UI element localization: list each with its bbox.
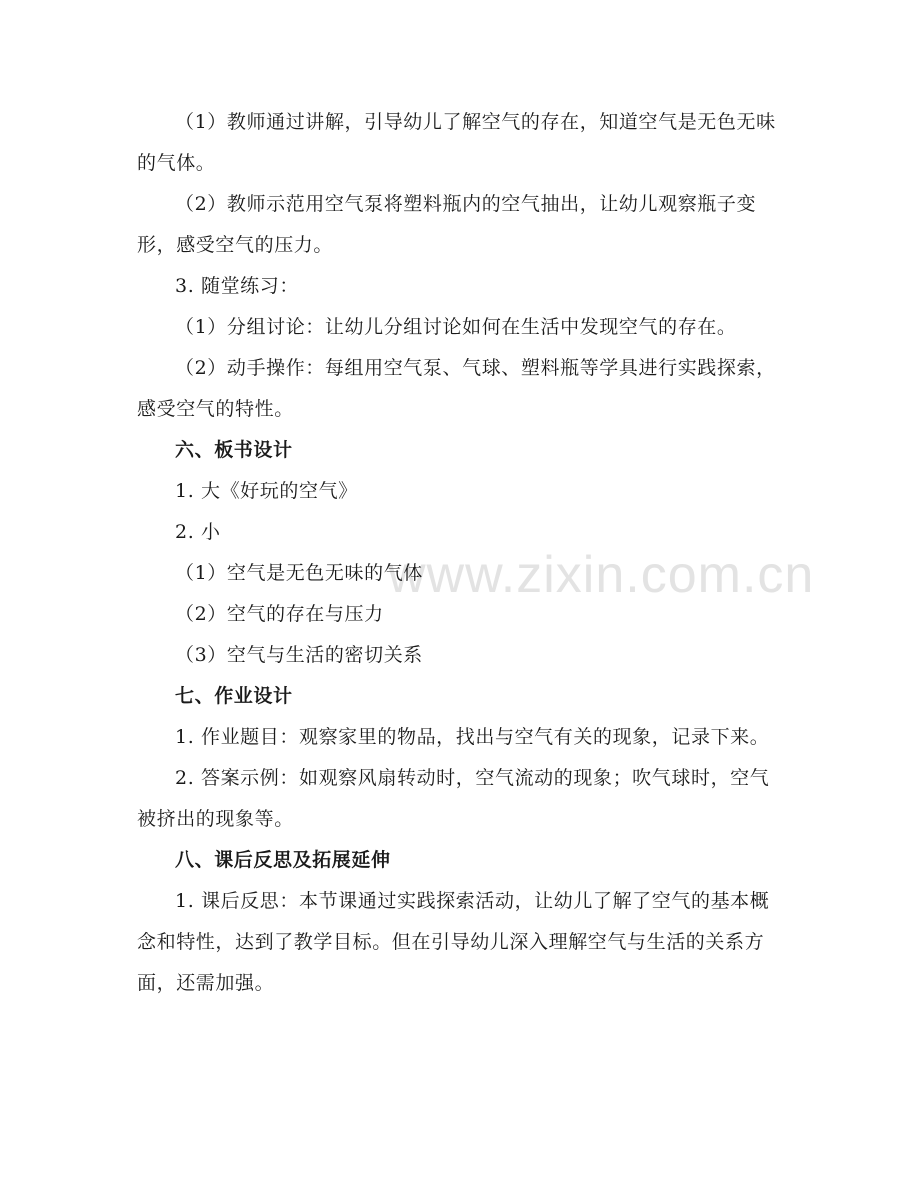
- list-item: 2. 小: [175, 521, 221, 543]
- paragraph-hands-on: （2）动手操作：每组用空气泵、气球、塑料瓶等学具进行实践探索，感受空气的特性。: [137, 357, 776, 420]
- watermark: www.zixin.com.cn: [388, 546, 815, 604]
- section-heading-blackboard: 六、板书设计: [175, 439, 293, 461]
- paragraph-group-discussion: （1）分组讨论：让幼儿分组讨论如何在生活中发现空气的存在。: [175, 316, 737, 338]
- list-item: （2）空气的存在与压力: [175, 603, 384, 625]
- list-item: 1. 大《好玩的空气》: [175, 480, 358, 502]
- list-item: （3）空气与生活的密切关系: [175, 644, 423, 666]
- paragraph-2: （2）教师示范用空气泵将塑料瓶内的空气抽出，让幼儿观察瓶子变形，感受空气的压力。: [137, 193, 757, 256]
- paragraph-1: （1）教师通过讲解，引导幼儿了解空气的存在，知道空气是无色无味的气体。: [137, 111, 776, 174]
- paragraph-homework-topic: 1. 作业题目：观察家里的物品，找出与空气有关的现象，记录下来。: [175, 726, 770, 748]
- document-body: [137, 102, 777, 1004]
- section-heading-reflection: 八、课后反思及拓展延伸: [175, 849, 391, 871]
- paragraph-answer-example: 2. 答案示例：如观察风扇转动时，空气流动的现象；吹气球时，空气被挤出的现象等。: [137, 767, 770, 830]
- list-item: （1）空气是无色无味的气体: [175, 562, 423, 584]
- section-heading-homework: 七、作业设计: [175, 685, 293, 707]
- paragraph-reflection: 1. 课后反思：本节课通过实践探索活动，让幼儿了解了空气的基本概念和特性，达到了教学目标。但在引导幼儿深入理解空气与生活的关系方面，还需加强。: [137, 890, 770, 994]
- paragraph-practice: 3. 随堂练习：: [175, 275, 299, 297]
